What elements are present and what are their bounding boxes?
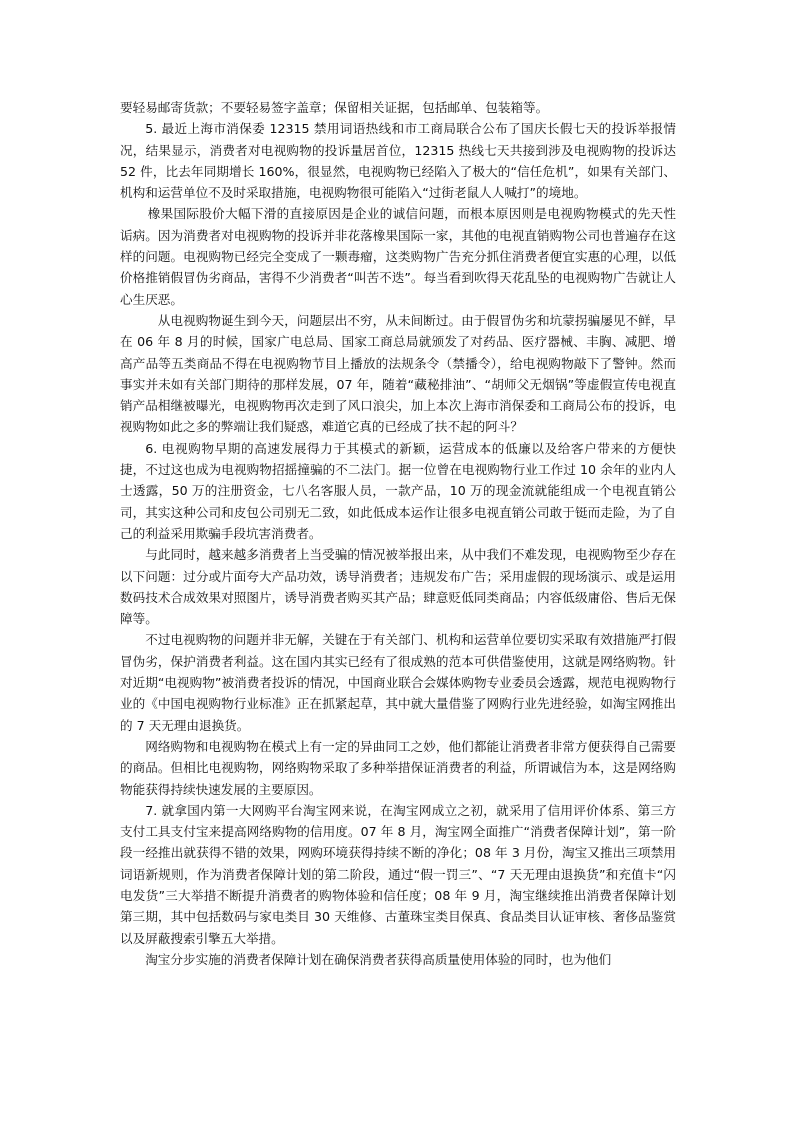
paragraph-4: 从电视购物诞生到今天，问题层出不穷，从未间断过。由于假冒伪劣和坑蒙拐骗屡见不鲜，早在 06 年 8 月的时候，国家广电总局、国家工商总局就颁发了对药品、医疗器械、丰胸、减肥、增高产品等五类商品不得在电视购物节目上播放的法规条令（禁播令），给电视购物敲下了警钟。然而事实并未如有关部门期待的那样发展，07 年，随着“藏秘排油”、“胡师父无烟锅”等虚假宣传电视直销产品相继被曝光，电视购物再次走到了风口浪尖，加上本次上海市消保委和工商局公布的投诉，电视购物如此之多的弊端让我们疑惑，难道它真的已经成了扶不起的阿斗？ [120,312,676,435]
paragraph-2: 5. 最近上海市消保委 12315 禁用词语热线和市工商局联合公布了国庆长假七天的投诉举报情况，结果显示，消费者对电视购物的投诉量居首位，12315 热线七天共接到涉及电视购物的投诉达 52 件，比去年同期增长 160%，很显然，电视购物已经陷入了极大的“信任危机”，如果有关部门、机构和运营单位不及时采取措施，电视购物很可能陷入“过街老鼠人人喊打”的境地。 [120,121,676,201]
paragraph-5: 6. 电视购物早期的高速发展得力于其模式的新颖，运营成本的低廉以及给客户带来的方便快捷，不过这也成为电视购物招摇撞骗的不二法门。据一位曾在电视购物行业工作过 10 余年的业内人士透露，50 万的注册资金，七八名客服人员，一款产品，10 万的现金流就能组成一个电视直销公司，其实这种公司和皮包公司别无二致，如此低成本运作让很多电视直销公司敢于铤而走险，为了自己的利益采用欺骗手段坑害消费者。 [120,440,676,541]
paragraph-10: 淘宝分步实施的消费者保障计划在确保消费者获得高质量使用体验的同时，也为他们 [145,951,612,967]
paragraph-9: 7. 就拿国内第一大网购平台淘宝网来说，在淘宝网成立之初，就采用了信用评价体系、第三方支付工具支付宝来提高网络购物的信用度。07 年 8 月，淘宝网全面推广“消费者保障计划”，第一阶段一经推出就获得不错的效果，网购环境获得持续不断的净化；08 年 3 月份，淘宝又推出三项禁用词语新规则，作为消费者保障计划的第二阶段，通过“假一罚三”、“7 天无理由退换货”和充值卡“闪电发货”三大举措不断提升消费者的购物体验和信任度；08 年 9 月，淘宝继续推出消费者保障计划第三期，其中包括数码与家电类目 30 天维修、古董珠宝类目保真、食品类目认证审核、奢侈品鉴赏以及屏蔽搜索引擎五大举措。 [120,802,676,946]
paragraph-7: 不过电视购物的问题并非无解，关键在于有关部门、机构和运营单位要切实采取有效措施严打假冒伪劣，保护消费者利益。这在国内其实已经有了很成熟的范本可供借鉴使用，这就是网络购物。针对近期“电视购物”被消费者投诉的情况，中国商业联合会媒体购物专业委员会透露，规范电视购物行业的《中国电视购物行业标准》正在抓紧起草，其中就大量借鉴了网购行业先进经验，如淘宝网推出的 7 天无理由退换货。 [120,632,676,733]
document-body [120,97,676,970]
paragraph-1: 要轻易邮寄货款；不要轻易签字盖章；保留相关证据，包括邮单、包装箱等。 [120,100,549,115]
paragraph-6: 与此同时，越来越多消费者上当受骗的情况被举报出来，从中我们不难发现，电视购物至少存在以下问题：过分或片面夸大产品功效，诱导消费者；违规发布广告；采用虚假的现场演示、或是运用数码技术合成效果对照图片，诱导消费者购买其产品；肆意贬低同类商品；内容低级庸俗、售后无保障等。 [120,547,676,627]
paragraph-3: 橡果国际股价大幅下滑的直接原因是企业的诚信问题，而根本原因则是电视购物模式的先天性诟病。因为消费者对电视购物的投诉并非花落橡果国际一家，其他的电视直销购物公司也普遍存在这样的问题。电视购物已经完全变成了一颗毒瘤，这类购物广告充分抓住消费者便宜实惠的心理，以低价格推销假冒伪劣商品，害得不少消费者“叫苦不迭”。每当看到吹得天花乱坠的电视购物广告就让人心生厌恶。 [120,206,676,307]
paragraph-8: 网络购物和电视购物在模式上有一定的异曲同工之妙，他们都能让消费者非常方便获得自己需要的商品。但相比电视购物，网络购物采取了多种举措保证消费者的利益，所谓诚信为本，这是网络购物能获得持续快速发展的主要原因。 [120,738,676,797]
